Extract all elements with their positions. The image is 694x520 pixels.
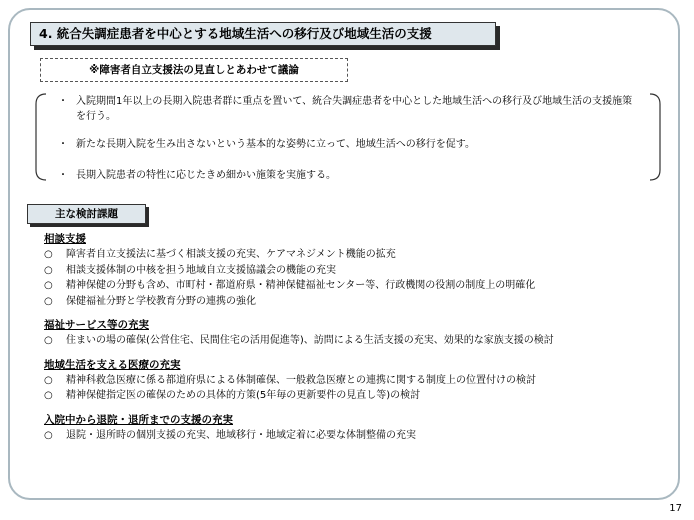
left-bracket [34,92,48,182]
item-text: 相談支援体制の中核を担う地域自立支援協議会の機能の充実 [66,264,336,276]
note-box: ※障害者自立支援法の見直しとあわせて議論 [40,58,348,82]
section-consultation [44,231,664,309]
policy-bullet [52,137,642,152]
circle-marker: ○ [44,429,53,441]
list-item [44,294,664,310]
list-item [44,333,664,349]
section-heading: 入院中から退院・退所までの支援の充実 [44,413,233,426]
section-heading: 相談支援 [44,233,86,245]
page-number: 17 [669,503,682,514]
section-community-medical [44,357,664,404]
section-discharge-support [44,412,664,444]
slide-title: 4. 統合失調症患者を中心とする地域生活への移行及び地域生活の支援 [30,22,496,46]
item-text: 精神科救急医療に係る都道府県による体制確保、一般救急医療との連携に関する制度上の位置付けの検討 [66,374,536,386]
bullet-text: 入院期間1年以上の長期入院患者群に重点を置いて、統合失調症患者を中心とした地域生活への移行及び地域生活の支援施策を行う。 [76,96,633,122]
policy-bullet [52,94,642,124]
circle-marker: ○ [44,264,53,276]
item-text: 住まいの場の確保(公営住宅、民間住宅の活用促進等)、訪問による生活支援の充実、効果的な家族支援の検討 [66,335,554,346]
circle-marker: ○ [44,249,53,260]
list-item [44,263,664,279]
list-item [44,428,664,444]
issue-sections [44,231,664,451]
right-bracket [648,92,662,182]
item-text: 退院・退所時の個別支援の充実、地域移行・地域定着に必要な体制整備の充実 [66,429,416,441]
item-text: 精神保健の分野も含め、市町村・都道府県・精神保健福祉センター等、行政機関の役割の制度上の明確化 [66,280,536,291]
circle-marker: ○ [44,374,53,386]
circle-marker: ○ [44,390,53,401]
bullet-text: 長期入院患者の特性に応じたきめ細かい施策を実施する。 [76,170,336,181]
bullet-dot: ・ [58,139,68,150]
item-text: 精神保健指定医の確保のための具体的方策(5年毎の更新要件の見直し等)の検討 [66,390,421,401]
issues-label: 主な検討課題 [27,204,146,224]
list-item [44,373,664,389]
bullet-text: 新たな長期入院を生み出さないという基本的な姿勢に立って、地域生活への移行を促す。 [76,139,475,150]
bullet-dot: ・ [58,96,68,107]
list-item [44,278,664,294]
circle-marker: ○ [44,335,53,346]
list-item [44,247,664,263]
item-text: 保健福祉分野と学校教育分野の連携の強化 [66,295,256,307]
item-text: 障害者自立支援法に基づく相談支援の充実、ケアマネジメント機能の拡充 [66,249,396,260]
section-heading: 福祉サービス等の充実 [44,319,149,331]
section-heading: 地域生活を支える医療の充実 [44,358,181,371]
bullet-dot: ・ [58,170,68,181]
policy-bullet [52,168,642,183]
list-item [44,388,664,404]
circle-marker: ○ [44,280,53,291]
policy-bullets [52,94,642,183]
circle-marker: ○ [44,295,53,307]
section-welfare-services [44,317,664,349]
